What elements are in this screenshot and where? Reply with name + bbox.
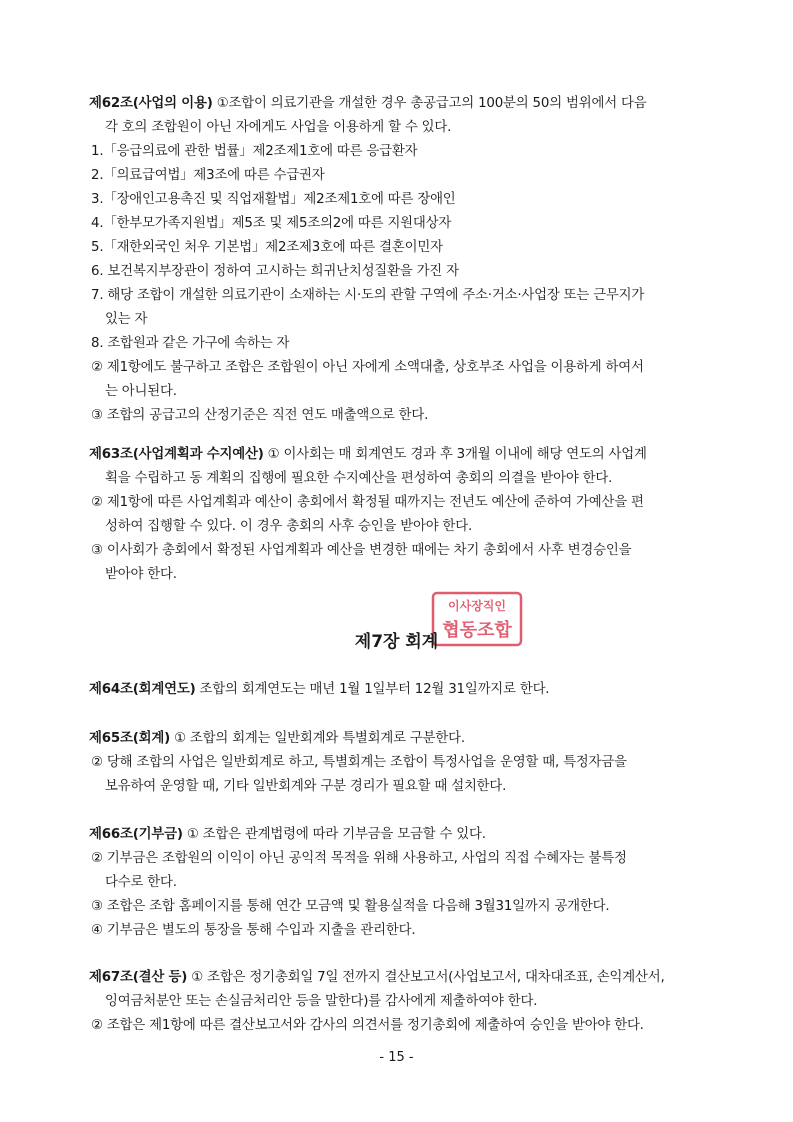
art62-item-5: 5.「재한외국인 처우 기본법」제2조제3호에 따른 결혼이민자 <box>91 240 443 255</box>
art62-item-3: 3.「장애인고용촉진 및 직업재활법」제2조제1호에 따른 장애인 <box>91 192 456 207</box>
seal-top-text: 이사장직인 <box>448 599 506 613</box>
art62-item-6: 6. 보건복지부장관이 정하여 고시하는 희귀난치성질환을 가진 자 <box>91 264 459 279</box>
art63-line2: 획을 수립하고 동 계획의 집행에 필요한 수지예산을 편성하여 총회의 의결을 받아야 한다. <box>105 471 613 486</box>
art65-para-2-cont: 보유하여 운영할 때, 기타 일반회계와 구분 경리가 필요할 때 설치한다. <box>105 779 507 794</box>
art65-title: 제65조(회계) <box>89 731 171 746</box>
art66-para-3: ③ 조합은 조합 홈페이지를 통해 연간 모금액 및 활용실적을 다음해 3월31일까지 공개한다. <box>91 899 610 914</box>
art62-para-2: ② 제1항에도 불구하고 조합은 조합원이 아닌 자에게 소액대출, 상호부조 사업을 이용하게 하여서 <box>91 360 644 375</box>
art63-para-2: ② 제1항에 따른 사업계획과 예산이 총회에서 확정될 때까지는 전년도 예산에 준하여 가예산을 편 <box>91 495 644 510</box>
art63-para-3-cont: 받아야 한다. <box>105 567 177 582</box>
art66-para-4: ④ 기부금은 별도의 통장을 통해 수입과 지출을 관리한다. <box>91 923 416 938</box>
art62-item-7: 7. 해당 조합이 개설한 의료기관이 소재하는 시·도의 관할 구역에 주소·거소·사업장 또는 근무지가 <box>91 288 645 303</box>
art67-title: 제67조(결산 등) <box>89 970 188 985</box>
art62-para-3: ③ 조합의 공급고의 산정기준은 직전 연도 매출액으로 한다. <box>91 408 429 423</box>
seal-bottom-text: 협동조합 <box>442 620 512 641</box>
art67-line2: 잉여금처분안 또는 손실금처리안 등을 말한다)를 감사에게 제출하여야 한다. <box>105 994 538 1009</box>
art62-para-2-cont: 는 아니된다. <box>105 384 177 399</box>
art62-item-8: 8. 조합원과 같은 가구에 속하는 자 <box>91 336 290 351</box>
art62-item-2: 2.「의료급여법」제3조에 따른 수급권자 <box>91 168 325 183</box>
art62-item-7-cont: 있는 자 <box>105 312 148 327</box>
art65-para-2: ② 당해 조합의 사업은 일반회계로 하고, 특별회계는 조합이 특정사업을 운영할 때, 특정자금을 <box>91 755 627 770</box>
art64-title: 제64조(회계연도) <box>89 682 196 697</box>
chapter-title: 제7장 회계 <box>354 632 439 652</box>
art65-line1: 제65조(회계) ① 조합의 회계는 일반회계와 특별회계로 구분한다. <box>89 731 465 746</box>
art67-para-2: ② 조합은 제1항에 따른 결산보고서와 감사의 의견서를 정기총회에 제출하여 승인을 받아야 한다. <box>91 1018 644 1033</box>
art64-line1: 제64조(회계연도) 조합의 회계연도는 매년 1월 1일부터 12월 31일까지로 한다. <box>89 682 550 697</box>
art62-title: 제62조(사업의 이용) <box>89 96 213 111</box>
art63-title: 제63조(사업계획과 수지예산) <box>89 447 264 462</box>
art63-line1: 제63조(사업계획과 수지예산) ① 이사회는 매 회계연도 경과 후 3개월 이내에 해당 연도의 사업계 <box>89 447 647 462</box>
art66-title: 제66조(기부금) <box>89 827 183 842</box>
art62-item-1: 1.「응급의료에 관한 법률」제2조제1호에 따른 응급환자 <box>91 144 418 159</box>
art63-para-2-cont: 성하여 집행할 수 있다. 이 경우 총회의 사후 승인을 받아야 한다. <box>105 519 473 534</box>
art66-para-2-cont: 다수로 한다. <box>105 875 177 890</box>
art66-para-2: ② 기부금은 조합원의 이익이 아닌 공익적 목적을 위해 사용하고, 사업의 직접 수혜자는 불특정 <box>91 851 627 866</box>
art62-line1: 제62조(사업의 이용) ①조합이 의료기관을 개설한 경우 총공급고의 100분의 50의 범위에서 다음 <box>89 96 647 111</box>
art62-item-4: 4.「한부모가족지원법」제5조 및 제5조의2에 따른 지원대상자 <box>91 216 452 231</box>
art62-line2: 각 호의 조합원이 아닌 자에게도 사업을 이용하게 할 수 있다. <box>105 120 452 135</box>
page-number: - 15 - <box>379 1050 414 1065</box>
art63-para-3: ③ 이사회가 총회에서 확정된 사업계획과 예산을 변경한 때에는 차기 총회에서 사후 변경승인을 <box>91 543 632 558</box>
art67-line1: 제67조(결산 등) ① 조합은 정기총회일 7일 전까지 결산보고서(사업보고서, 대차대조표, 손익계산서, <box>89 970 665 985</box>
art66-line1: 제66조(기부금) ① 조합은 관계법령에 따라 기부금을 모금할 수 있다. <box>89 827 486 842</box>
